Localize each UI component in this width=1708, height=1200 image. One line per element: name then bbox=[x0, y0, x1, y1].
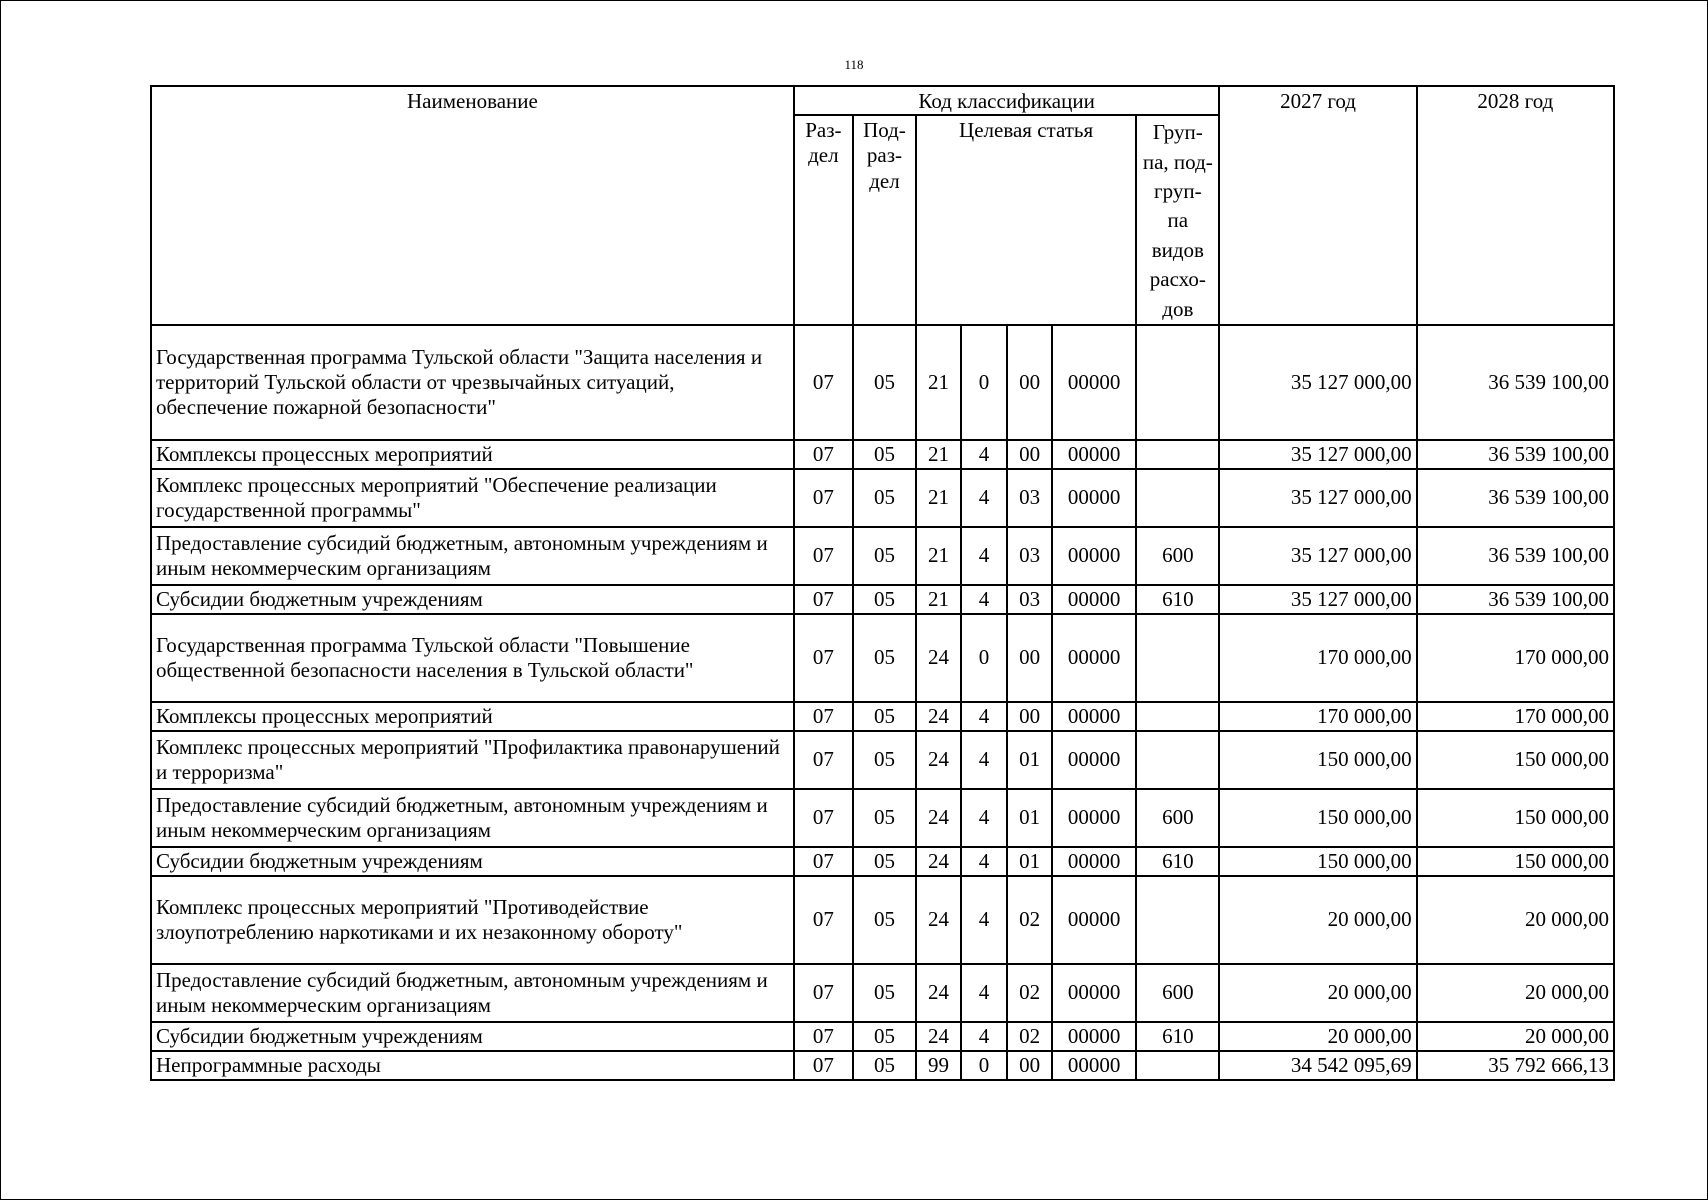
row-amount-2028: 20 000,00 bbox=[1417, 964, 1614, 1022]
row-expense-group bbox=[1136, 614, 1219, 702]
row-name: Комплексы процессных мероприятий bbox=[151, 702, 794, 731]
table-row bbox=[151, 702, 1614, 731]
row-podrazdel: 05 bbox=[853, 847, 916, 876]
row-name: Субсидии бюджетным учреждениям bbox=[151, 585, 794, 614]
row-expense-group: 600 bbox=[1136, 964, 1219, 1022]
row-target-direction: 00000 bbox=[1052, 1022, 1136, 1051]
row-target-direction: 00000 bbox=[1052, 731, 1136, 789]
row-expense-group: 610 bbox=[1136, 847, 1219, 876]
row-target-type: 4 bbox=[961, 789, 1007, 847]
row-target-subprogram: 02 bbox=[1007, 1022, 1052, 1051]
row-target-direction: 00000 bbox=[1052, 876, 1136, 964]
row-razdel: 07 bbox=[794, 527, 853, 585]
row-target-direction: 00000 bbox=[1052, 614, 1136, 702]
row-target-direction: 00000 bbox=[1052, 585, 1136, 614]
row-target-type: 4 bbox=[961, 440, 1007, 469]
row-amount-2028: 170 000,00 bbox=[1417, 702, 1614, 731]
row-podrazdel: 05 bbox=[853, 440, 916, 469]
row-target-type: 0 bbox=[961, 1051, 1007, 1080]
table-row bbox=[151, 614, 1614, 702]
table-row bbox=[151, 1022, 1614, 1051]
row-target-type: 0 bbox=[961, 614, 1007, 702]
table-body bbox=[151, 325, 1614, 1080]
row-target-program: 24 bbox=[916, 731, 961, 789]
row-podrazdel: 05 bbox=[853, 964, 916, 1022]
row-target-program: 24 bbox=[916, 964, 961, 1022]
row-target-subprogram: 01 bbox=[1007, 847, 1052, 876]
row-razdel: 07 bbox=[794, 325, 853, 440]
row-target-type: 4 bbox=[961, 876, 1007, 964]
row-name: Комплекс процессных мероприятий "Противодействие злоупотреблению наркотиками и их незаконному обороту" bbox=[151, 876, 794, 964]
row-target-program: 21 bbox=[916, 440, 961, 469]
row-target-program: 21 bbox=[916, 325, 961, 440]
row-amount-2027: 35 127 000,00 bbox=[1219, 527, 1416, 585]
table-row bbox=[151, 527, 1614, 585]
row-expense-group: 600 bbox=[1136, 527, 1219, 585]
row-podrazdel: 05 bbox=[853, 585, 916, 614]
row-expense-group bbox=[1136, 731, 1219, 789]
budget-table bbox=[150, 85, 1615, 1081]
row-target-direction: 00000 bbox=[1052, 325, 1136, 440]
row-name: Государственная программа Тульской области "Повышение общественной безопасности населения в Тульской области" bbox=[151, 614, 794, 702]
row-target-subprogram: 01 bbox=[1007, 731, 1052, 789]
row-razdel: 07 bbox=[794, 585, 853, 614]
row-amount-2027: 20 000,00 bbox=[1219, 964, 1416, 1022]
row-target-subprogram: 02 bbox=[1007, 964, 1052, 1022]
row-name: Комплекс процессных мероприятий "Обеспечение реализации государственной программы" bbox=[151, 469, 794, 527]
row-target-type: 4 bbox=[961, 469, 1007, 527]
row-amount-2028: 36 539 100,00 bbox=[1417, 527, 1614, 585]
row-target-program: 99 bbox=[916, 1051, 961, 1080]
row-podrazdel: 05 bbox=[853, 876, 916, 964]
header-year-2028: 2028 год bbox=[1417, 86, 1614, 325]
row-amount-2027: 35 127 000,00 bbox=[1219, 469, 1416, 527]
row-target-type: 4 bbox=[961, 1022, 1007, 1051]
row-amount-2028: 36 539 100,00 bbox=[1417, 585, 1614, 614]
row-name: Предоставление субсидий бюджетным, автономным учреждениям и иным некоммерческим организациям bbox=[151, 964, 794, 1022]
row-name: Предоставление субсидий бюджетным, автономным учреждениям и иным некоммерческим организациям bbox=[151, 789, 794, 847]
row-amount-2027: 150 000,00 bbox=[1219, 789, 1416, 847]
row-target-program: 24 bbox=[916, 702, 961, 731]
row-target-subprogram: 00 bbox=[1007, 702, 1052, 731]
row-razdel: 07 bbox=[794, 440, 853, 469]
row-razdel: 07 bbox=[794, 847, 853, 876]
row-target-type: 4 bbox=[961, 964, 1007, 1022]
row-target-type: 0 bbox=[961, 325, 1007, 440]
header-classification-code: Код классификации bbox=[794, 86, 1220, 115]
row-target-direction: 00000 bbox=[1052, 847, 1136, 876]
row-amount-2028: 170 000,00 bbox=[1417, 614, 1614, 702]
row-name: Субсидии бюджетным учреждениям bbox=[151, 847, 794, 876]
row-expense-group: 610 bbox=[1136, 585, 1219, 614]
row-amount-2027: 34 542 095,69 bbox=[1219, 1051, 1416, 1080]
table-row bbox=[151, 876, 1614, 964]
row-podrazdel: 05 bbox=[853, 469, 916, 527]
row-target-program: 24 bbox=[916, 876, 961, 964]
row-razdel: 07 bbox=[794, 789, 853, 847]
row-target-program: 24 bbox=[916, 1022, 961, 1051]
row-amount-2027: 35 127 000,00 bbox=[1219, 325, 1416, 440]
header-podrazdel: Под- раз- дел bbox=[853, 115, 916, 325]
row-podrazdel: 05 bbox=[853, 731, 916, 789]
row-amount-2027: 150 000,00 bbox=[1219, 847, 1416, 876]
table-row bbox=[151, 731, 1614, 789]
table-row bbox=[151, 789, 1614, 847]
row-amount-2028: 20 000,00 bbox=[1417, 1022, 1614, 1051]
page-number: 118 bbox=[844, 57, 864, 72]
row-target-type: 4 bbox=[961, 527, 1007, 585]
row-expense-group bbox=[1136, 440, 1219, 469]
header-target-article: Целевая статья bbox=[916, 115, 1136, 325]
row-target-direction: 00000 bbox=[1052, 789, 1136, 847]
row-expense-group: 600 bbox=[1136, 789, 1219, 847]
row-target-program: 21 bbox=[916, 527, 961, 585]
row-expense-group: 610 bbox=[1136, 1022, 1219, 1051]
row-razdel: 07 bbox=[794, 614, 853, 702]
row-amount-2027: 35 127 000,00 bbox=[1219, 585, 1416, 614]
row-target-type: 4 bbox=[961, 585, 1007, 614]
row-name: Комплексы процессных мероприятий bbox=[151, 440, 794, 469]
row-expense-group bbox=[1136, 325, 1219, 440]
row-expense-group bbox=[1136, 876, 1219, 964]
row-name: Предоставление субсидий бюджетным, автономным учреждениям и иным некоммерческим организациям bbox=[151, 527, 794, 585]
row-razdel: 07 bbox=[794, 702, 853, 731]
row-expense-group bbox=[1136, 1051, 1219, 1080]
row-target-direction: 00000 bbox=[1052, 964, 1136, 1022]
table-row bbox=[151, 847, 1614, 876]
table-row bbox=[151, 325, 1614, 440]
row-name: Комплекс процессных мероприятий "Профилактика правонарушений и терроризма" bbox=[151, 731, 794, 789]
row-target-subprogram: 03 bbox=[1007, 585, 1052, 614]
row-target-subprogram: 02 bbox=[1007, 876, 1052, 964]
row-target-subprogram: 01 bbox=[1007, 789, 1052, 847]
table-row bbox=[151, 585, 1614, 614]
row-podrazdel: 05 bbox=[853, 1051, 916, 1080]
table-row bbox=[151, 1051, 1614, 1080]
row-podrazdel: 05 bbox=[853, 702, 916, 731]
row-amount-2028: 36 539 100,00 bbox=[1417, 440, 1614, 469]
row-podrazdel: 05 bbox=[853, 789, 916, 847]
row-amount-2027: 20 000,00 bbox=[1219, 876, 1416, 964]
row-razdel: 07 bbox=[794, 1051, 853, 1080]
row-amount-2028: 36 539 100,00 bbox=[1417, 325, 1614, 440]
header-name: Наименование bbox=[151, 86, 794, 325]
row-target-direction: 00000 bbox=[1052, 527, 1136, 585]
row-name: Государственная программа Тульской области "Защита населения и территорий Тульской области от чрезвычайных ситуаций, обеспечение пожарной безопасности" bbox=[151, 325, 794, 440]
row-amount-2028: 150 000,00 bbox=[1417, 847, 1614, 876]
row-podrazdel: 05 bbox=[853, 1022, 916, 1051]
row-podrazdel: 05 bbox=[853, 325, 916, 440]
row-amount-2027: 150 000,00 bbox=[1219, 731, 1416, 789]
row-razdel: 07 bbox=[794, 731, 853, 789]
row-amount-2028: 36 539 100,00 bbox=[1417, 469, 1614, 527]
row-amount-2027: 170 000,00 bbox=[1219, 702, 1416, 731]
row-expense-group bbox=[1136, 469, 1219, 527]
header-year-2027: 2027 год bbox=[1219, 86, 1416, 325]
row-amount-2028: 20 000,00 bbox=[1417, 876, 1614, 964]
header-razdel: Раз- дел bbox=[794, 115, 853, 325]
row-target-subprogram: 00 bbox=[1007, 440, 1052, 469]
row-target-program: 24 bbox=[916, 789, 961, 847]
row-expense-group bbox=[1136, 702, 1219, 731]
row-razdel: 07 bbox=[794, 964, 853, 1022]
row-target-subprogram: 00 bbox=[1007, 1051, 1052, 1080]
row-target-type: 4 bbox=[961, 702, 1007, 731]
row-name: Непрограммные расходы bbox=[151, 1051, 794, 1080]
row-target-subprogram: 03 bbox=[1007, 469, 1052, 527]
row-amount-2028: 35 792 666,13 bbox=[1417, 1051, 1614, 1080]
row-target-subprogram: 00 bbox=[1007, 325, 1052, 440]
table-row bbox=[151, 469, 1614, 527]
row-target-program: 21 bbox=[916, 469, 961, 527]
row-target-program: 24 bbox=[916, 614, 961, 702]
row-podrazdel: 05 bbox=[853, 527, 916, 585]
row-target-subprogram: 03 bbox=[1007, 527, 1052, 585]
row-target-type: 4 bbox=[961, 847, 1007, 876]
row-name: Субсидии бюджетным учреждениям bbox=[151, 1022, 794, 1051]
header-expense-group: Груп- па, под- груп- па видов расхо- дов bbox=[1136, 115, 1219, 325]
row-target-program: 21 bbox=[916, 585, 961, 614]
row-razdel: 07 bbox=[794, 1022, 853, 1051]
row-target-direction: 00000 bbox=[1052, 1051, 1136, 1080]
row-razdel: 07 bbox=[794, 469, 853, 527]
row-amount-2027: 20 000,00 bbox=[1219, 1022, 1416, 1051]
row-amount-2028: 150 000,00 bbox=[1417, 731, 1614, 789]
table-row bbox=[151, 964, 1614, 1022]
row-amount-2027: 35 127 000,00 bbox=[1219, 440, 1416, 469]
row-amount-2027: 170 000,00 bbox=[1219, 614, 1416, 702]
row-target-type: 4 bbox=[961, 731, 1007, 789]
table-row bbox=[151, 440, 1614, 469]
row-target-program: 24 bbox=[916, 847, 961, 876]
row-target-direction: 00000 bbox=[1052, 469, 1136, 527]
row-target-subprogram: 00 bbox=[1007, 614, 1052, 702]
row-amount-2028: 150 000,00 bbox=[1417, 789, 1614, 847]
row-target-direction: 00000 bbox=[1052, 702, 1136, 731]
row-podrazdel: 05 bbox=[853, 614, 916, 702]
row-target-direction: 00000 bbox=[1052, 440, 1136, 469]
row-razdel: 07 bbox=[794, 876, 853, 964]
